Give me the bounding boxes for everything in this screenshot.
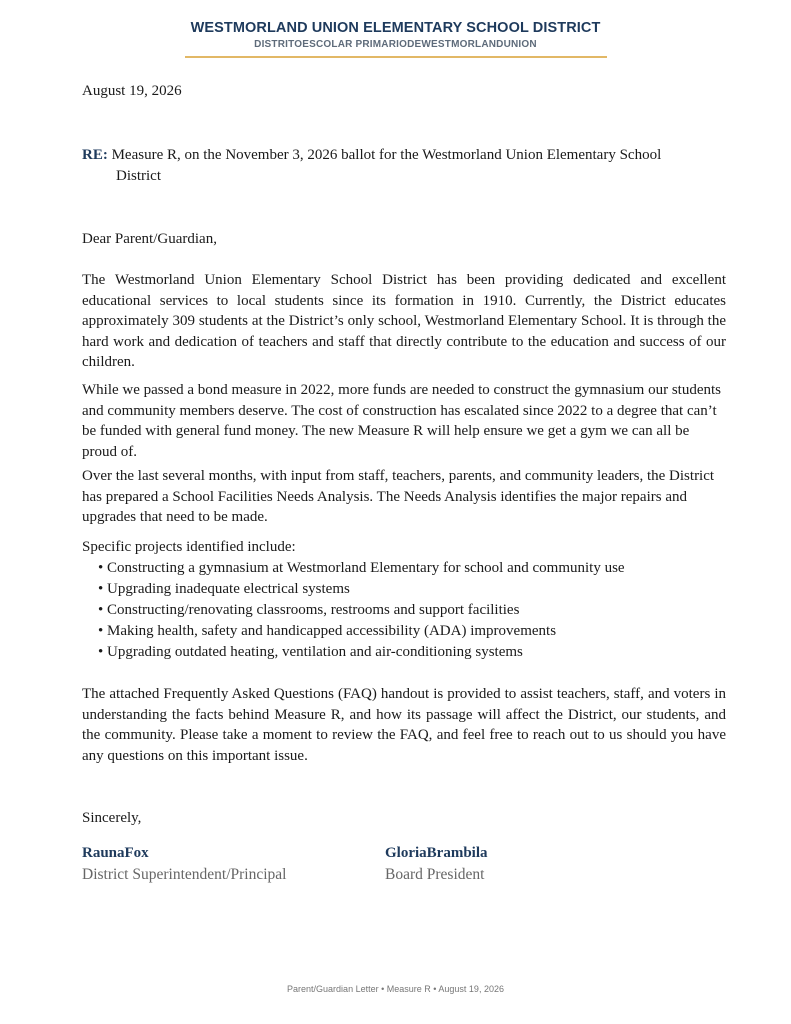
signatory-name: RaunaFox	[82, 845, 149, 861]
page-footer: Parent/Guardian Letter • Measure R • August 19, 2026	[287, 984, 504, 994]
projects-intro: Specific projects identified include:	[82, 539, 296, 555]
re-text-line1: Measure R, on the November 3, 2026 ballot for the Westmorland Union Elementary School	[111, 147, 662, 163]
list-item: • Upgrading inadequate electrical systems	[98, 580, 350, 597]
signatory-name: GloriaBrambila	[385, 845, 488, 861]
signature-block-board-president	[385, 842, 488, 886]
projects-section	[82, 537, 726, 664]
list-item: • Upgrading outdated heating, ventilation and air-conditioning systems	[98, 644, 523, 661]
paragraph-intro: The Westmorland Union Elementary School District has been providing dedicated and excellent educational services to local students since its formation in 1910. Currently, the District educates approximately 309 students at the District’s only school, Westmorland Elementary School. It is through the hard work and dedication of teachers and staff that directly contribute to the education and success of our children.	[82, 272, 726, 370]
paragraph-needs-analysis: Over the last several months, with input from staff, teachers, parents, and community leaders, the District has prepared a School Facilities Needs Analysis. The Needs Analysis identifies the major repairs and upgrades that need to be made.	[82, 468, 715, 525]
list-item: • Making health, safety and handicapped accessibility (ADA) improvements	[98, 623, 557, 640]
signatory-title: Board President	[385, 866, 485, 883]
salutation: Dear Parent/Guardian,	[82, 231, 217, 247]
projects-list	[82, 558, 726, 664]
re-label: RE:	[82, 147, 108, 163]
re-text-line2: District	[116, 167, 161, 184]
paragraph-bond: While we passed a bond measure in 2022, more funds are needed to construct the gymnasium our students and community members deserve. The cost of construction has escalated since 2022 to a degree that can’t be funded with general fund money. The new Measure R will help ensure we get a gym we can all be proud of.	[82, 382, 722, 460]
letter-date: August 19, 2026	[82, 83, 182, 99]
letterhead	[0, 20, 791, 58]
signatory-title: District Superintendent/Principal	[82, 866, 287, 883]
district-name-spanish: DISTRITOESCOLAR PRIMARIODEWESTMORLANDUNION	[254, 39, 537, 50]
district-name: WESTMORLAND UNION ELEMENTARY SCHOOL DISTRICT	[190, 20, 601, 36]
closing: Sincerely,	[82, 810, 142, 826]
paragraph-faq: The attached Frequently Asked Questions (FAQ) handout is provided to assist teachers, staff, and voters in understanding the facts behind Measure R, and how its passage will affect the District, our students, and the community. Please take a moment to review the FAQ, and feel free to reach out to us should you have any questions on this important issue.	[82, 686, 726, 764]
signature-block-superintendent	[82, 842, 286, 886]
list-item: • Constructing/renovating classrooms, restrooms and support facilities	[98, 601, 520, 618]
subject-line	[82, 145, 726, 186]
list-item: • Constructing a gymnasium at Westmorland Elementary for school and community use	[98, 559, 625, 576]
letterhead-divider	[185, 56, 607, 58]
